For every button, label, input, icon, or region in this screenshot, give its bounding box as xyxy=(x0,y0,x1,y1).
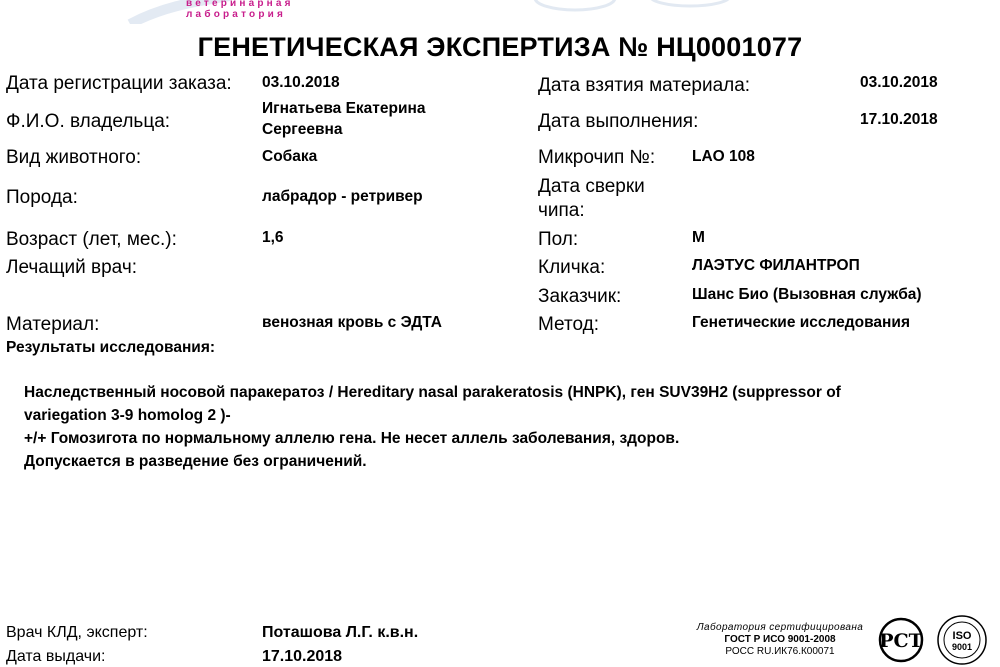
age-label: Возраст (лет, мес.): xyxy=(6,229,177,250)
iso-seal-text-top: ISO xyxy=(952,630,972,642)
breed-value: лабрадор - ретривер xyxy=(262,188,423,205)
issue-date-value: 17.10.2018 xyxy=(262,648,343,665)
microchip-value: LAO 108 xyxy=(692,148,755,165)
completion-date-label: Дата выполнения: xyxy=(538,111,699,132)
rst-mark-text: РСТ xyxy=(879,630,923,652)
cert-line-2: ГОСТ Р ИСО 9001-2008 xyxy=(724,634,836,645)
iso-seal-text-bottom: 9001 xyxy=(951,642,973,652)
results-body xyxy=(24,381,984,473)
chip-check-date-label-line2: чипа: xyxy=(538,200,585,221)
age-value: 1,6 xyxy=(262,229,284,246)
iso-seal-icon xyxy=(936,614,988,666)
owner-name-value-line2: Сергеевна xyxy=(262,121,343,138)
result-line-3: +/+ Гомозигота по нормальному аллелю гена. Не несет аллель заболевания, здоров. xyxy=(24,430,680,447)
owner-name-label: Ф.И.О. владельца: xyxy=(6,111,171,132)
chip-check-date-label-line1: Дата сверки xyxy=(538,176,645,197)
result-line-2: variegation 3-9 homolog 2 )- xyxy=(24,407,231,424)
result-line-1: Наследственный носовой паракератоз / Hereditary nasal parakeratosis (HNPK), ген SUV39H2 (suppressor of xyxy=(24,384,841,401)
sampling-date-value: 03.10.2018 xyxy=(860,74,938,91)
order-date-value: 03.10.2018 xyxy=(262,74,340,91)
results-heading: Результаты исследования: xyxy=(6,339,216,356)
vet-doctor-label: Лечащий врач: xyxy=(6,257,137,278)
method-value: Генетические исследования xyxy=(692,314,910,331)
cert-line-1: Лаборатория сертифицирована xyxy=(696,622,864,633)
completion-date-value: 17.10.2018 xyxy=(860,111,938,128)
sex-label: Пол: xyxy=(538,229,579,250)
nickname-value: ЛАЭТУС ФИЛАНТРОП xyxy=(692,257,860,274)
lab-logo-line2: лаборатория xyxy=(186,9,287,20)
cert-line-3: РОСС RU.ИК76.К00071 xyxy=(725,646,835,657)
microchip-label: Микрочип №: xyxy=(538,147,656,168)
nickname-label: Кличка: xyxy=(538,257,606,278)
result-line-4: Допускается в разведение без ограничений. xyxy=(24,453,367,470)
sampling-date-label: Дата взятия материала: xyxy=(538,75,751,96)
species-label: Вид животного: xyxy=(6,147,142,168)
breed-label: Порода: xyxy=(6,187,78,208)
document-title: ГЕНЕТИЧЕСКАЯ ЭКСПЕРТИЗА № НЦ0001077 xyxy=(197,32,803,62)
customer-value: Шанс Био (Вызовная служба) xyxy=(692,286,922,303)
lab-logo xyxy=(186,0,294,20)
header-decoration xyxy=(0,0,1000,24)
owner-name-value-line1: Игнатьева Екатерина xyxy=(262,100,426,117)
certification-block xyxy=(690,622,870,658)
species-value: Собака xyxy=(262,148,318,165)
customer-label: Заказчик: xyxy=(538,286,622,307)
lab-logo-line1: ветеринарная xyxy=(186,0,294,9)
header-swoosh-graphic xyxy=(0,0,1000,24)
expert-value: Поташова Л.Г. к.в.н. xyxy=(262,624,419,641)
issue-date-label: Дата выдачи: xyxy=(6,648,106,665)
method-label: Метод: xyxy=(538,314,599,335)
material-value: венозная кровь с ЭДТА xyxy=(262,314,442,331)
material-label: Материал: xyxy=(6,314,100,335)
expert-label: Врач КЛД, эксперт: xyxy=(6,624,148,641)
order-date-label: Дата регистрации заказа: xyxy=(6,73,232,94)
rst-mark-icon xyxy=(876,616,930,664)
sex-value: М xyxy=(692,229,705,246)
